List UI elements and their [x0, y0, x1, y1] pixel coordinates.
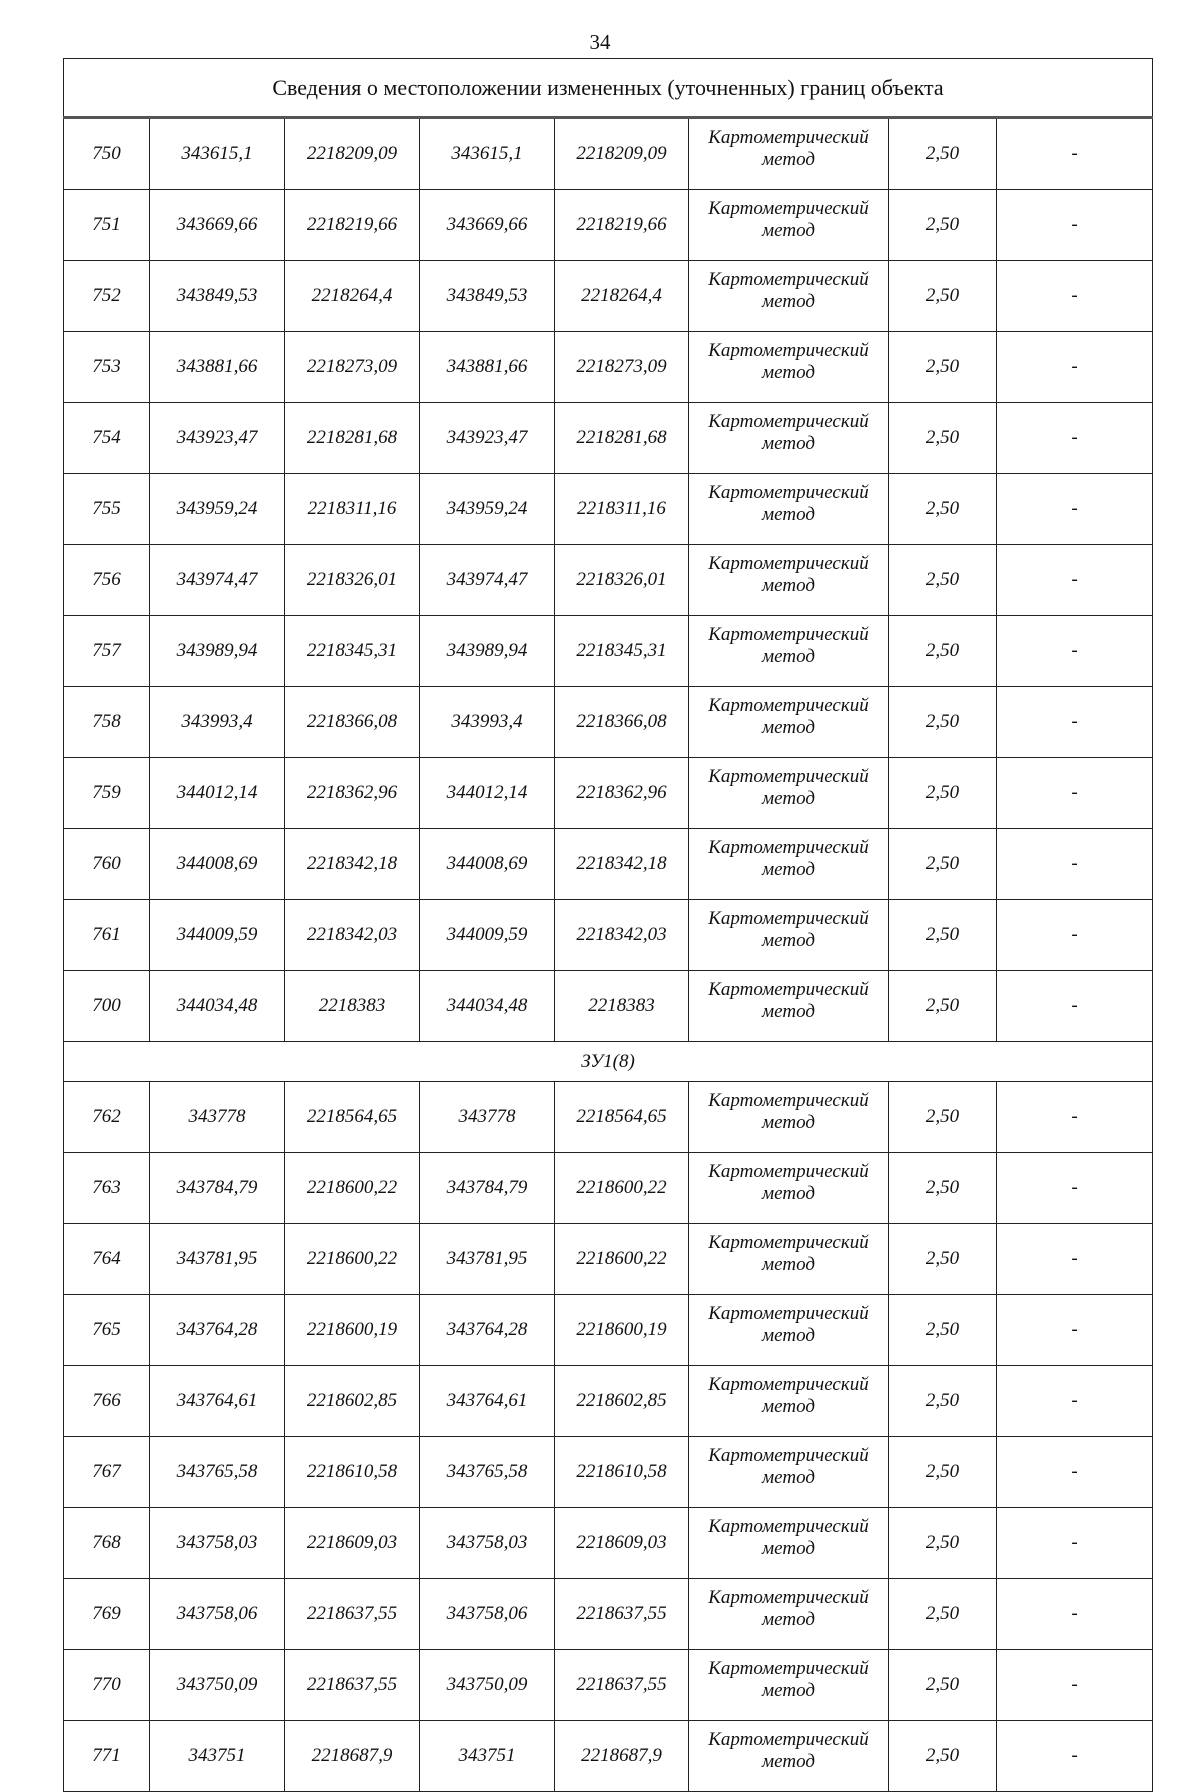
y-existing-cell: 2218609,03	[285, 1508, 420, 1579]
method-line-1: Картометрический	[708, 1303, 869, 1324]
method-line-2: метод	[762, 646, 815, 667]
x-existing-cell: 343959,24	[150, 474, 285, 545]
x-existing-cell: 343784,79	[150, 1153, 285, 1224]
table-row	[64, 1721, 1153, 1792]
method-line-2: метод	[762, 1396, 815, 1417]
table-row	[64, 616, 1153, 687]
x-existing-cell: 343669,66	[150, 190, 285, 261]
x-refined-cell: 343993,4	[420, 687, 555, 758]
point-number-cell: 700	[64, 971, 150, 1042]
x-existing-cell: 343764,28	[150, 1295, 285, 1366]
y-existing-cell: 2218326,01	[285, 545, 420, 616]
method-line-2: метод	[762, 1112, 815, 1133]
note-cell: -	[997, 1295, 1153, 1366]
x-refined-cell: 343750,09	[420, 1650, 555, 1721]
note-cell: -	[997, 545, 1153, 616]
y-refined-cell: 2218600,22	[555, 1224, 689, 1295]
method-line-1: Картометрический	[708, 695, 869, 716]
y-existing-cell: 2218342,18	[285, 829, 420, 900]
x-refined-cell: 343778	[420, 1082, 555, 1153]
table-row	[64, 1295, 1153, 1366]
x-existing-cell: 343881,66	[150, 332, 285, 403]
method-cell	[689, 758, 889, 829]
y-existing-cell: 2218366,08	[285, 687, 420, 758]
note-cell: -	[997, 1437, 1153, 1508]
accuracy-cell: 2,50	[889, 403, 997, 474]
method-cell	[689, 1082, 889, 1153]
table-row	[64, 261, 1153, 332]
x-refined-cell: 343849,53	[420, 261, 555, 332]
method-cell	[689, 1579, 889, 1650]
method-line-2: метод	[762, 1609, 815, 1630]
method-line-2: метод	[762, 930, 815, 951]
y-refined-cell: 2218273,09	[555, 332, 689, 403]
point-number-cell: 758	[64, 687, 150, 758]
method-line-2: метод	[762, 149, 815, 170]
accuracy-cell: 2,50	[889, 971, 997, 1042]
point-number-cell: 763	[64, 1153, 150, 1224]
method-line-1: Картометрический	[708, 482, 869, 503]
method-line-2: метод	[762, 1001, 815, 1022]
y-refined-cell: 2218600,22	[555, 1153, 689, 1224]
y-refined-cell: 2218219,66	[555, 190, 689, 261]
accuracy-cell: 2,50	[889, 1721, 997, 1792]
x-refined-cell: 343758,06	[420, 1579, 555, 1650]
method-line-2: метод	[762, 1183, 815, 1204]
y-existing-cell: 2218281,68	[285, 403, 420, 474]
method-line-2: метод	[762, 788, 815, 809]
table-row	[64, 403, 1153, 474]
method-line-2: метод	[762, 1325, 815, 1346]
method-cell	[689, 545, 889, 616]
note-cell: -	[997, 616, 1153, 687]
method-line-2: метод	[762, 362, 815, 383]
accuracy-cell: 2,50	[889, 261, 997, 332]
method-line-2: метод	[762, 1254, 815, 1275]
x-existing-cell: 343758,06	[150, 1579, 285, 1650]
y-existing-cell: 2218602,85	[285, 1366, 420, 1437]
y-existing-cell: 2218600,19	[285, 1295, 420, 1366]
point-number-cell: 755	[64, 474, 150, 545]
method-line-2: метод	[762, 1538, 815, 1559]
method-line-1: Картометрический	[708, 198, 869, 219]
method-line-1: Картометрический	[708, 1232, 869, 1253]
accuracy-cell: 2,50	[889, 545, 997, 616]
note-cell: -	[997, 1224, 1153, 1295]
y-existing-cell: 2218637,55	[285, 1650, 420, 1721]
method-line-2: метод	[762, 291, 815, 312]
point-number-cell: 762	[64, 1082, 150, 1153]
y-existing-cell: 2218345,31	[285, 616, 420, 687]
y-existing-cell: 2218264,4	[285, 261, 420, 332]
note-cell: -	[997, 1366, 1153, 1437]
point-number-cell: 756	[64, 545, 150, 616]
note-cell: -	[997, 1721, 1153, 1792]
note-cell: -	[997, 190, 1153, 261]
method-cell	[689, 900, 889, 971]
accuracy-cell: 2,50	[889, 687, 997, 758]
y-existing-cell: 2218362,96	[285, 758, 420, 829]
note-cell: -	[997, 900, 1153, 971]
method-line-2: метод	[762, 1680, 815, 1701]
note-cell: -	[997, 261, 1153, 332]
method-cell	[689, 1650, 889, 1721]
method-line-1: Картометрический	[708, 1161, 869, 1182]
y-refined-cell: 2218610,58	[555, 1437, 689, 1508]
x-refined-cell: 344008,69	[420, 829, 555, 900]
x-existing-cell: 343764,61	[150, 1366, 285, 1437]
point-number-cell: 753	[64, 332, 150, 403]
y-refined-cell: 2218362,96	[555, 758, 689, 829]
accuracy-cell: 2,50	[889, 1224, 997, 1295]
accuracy-cell: 2,50	[889, 1579, 997, 1650]
note-cell: -	[997, 474, 1153, 545]
method-line-1: Картометрический	[708, 269, 869, 290]
x-existing-cell: 343989,94	[150, 616, 285, 687]
y-refined-cell: 2218264,4	[555, 261, 689, 332]
point-number-cell: 760	[64, 829, 150, 900]
point-number-cell: 765	[64, 1295, 150, 1366]
x-existing-cell: 343765,58	[150, 1437, 285, 1508]
x-refined-cell: 343669,66	[420, 190, 555, 261]
table-row	[64, 190, 1153, 261]
method-cell	[689, 616, 889, 687]
y-refined-cell: 2218281,68	[555, 403, 689, 474]
accuracy-cell: 2,50	[889, 1437, 997, 1508]
table-row	[64, 1508, 1153, 1579]
accuracy-cell: 2,50	[889, 1650, 997, 1721]
x-existing-cell: 344012,14	[150, 758, 285, 829]
y-refined-cell: 2218600,19	[555, 1295, 689, 1366]
note-cell: -	[997, 758, 1153, 829]
method-line-1: Картометрический	[708, 1090, 869, 1111]
table-row	[64, 332, 1153, 403]
x-existing-cell: 343993,4	[150, 687, 285, 758]
note-cell: -	[997, 403, 1153, 474]
y-refined-cell: 2218687,9	[555, 1721, 689, 1792]
y-existing-cell: 2218273,09	[285, 332, 420, 403]
accuracy-cell: 2,50	[889, 1082, 997, 1153]
x-refined-cell: 343751	[420, 1721, 555, 1792]
method-cell	[689, 1721, 889, 1792]
accuracy-cell: 2,50	[889, 1153, 997, 1224]
x-existing-cell: 344009,59	[150, 900, 285, 971]
point-number-cell: 751	[64, 190, 150, 261]
y-refined-cell: 2218564,65	[555, 1082, 689, 1153]
x-refined-cell: 344009,59	[420, 900, 555, 971]
note-cell: -	[997, 1508, 1153, 1579]
point-number-cell: 771	[64, 1721, 150, 1792]
page-number: 34	[589, 30, 611, 54]
y-refined-cell: 2218602,85	[555, 1366, 689, 1437]
note-cell: -	[997, 1082, 1153, 1153]
method-line-1: Картометрический	[708, 1587, 869, 1608]
accuracy-cell: 2,50	[889, 190, 997, 261]
y-refined-cell: 2218366,08	[555, 687, 689, 758]
method-line-1: Картометрический	[708, 411, 869, 432]
x-refined-cell: 343989,94	[420, 616, 555, 687]
x-existing-cell: 343849,53	[150, 261, 285, 332]
method-line-1: Картометрический	[708, 624, 869, 645]
table-body	[64, 59, 1153, 1792]
x-refined-cell: 343764,28	[420, 1295, 555, 1366]
x-refined-cell: 343781,95	[420, 1224, 555, 1295]
method-line-2: метод	[762, 717, 815, 738]
method-cell	[689, 118, 889, 190]
table-row	[64, 829, 1153, 900]
y-refined-cell: 2218383	[555, 971, 689, 1042]
table-row	[64, 1153, 1153, 1224]
accuracy-cell: 2,50	[889, 1508, 997, 1579]
accuracy-cell: 2,50	[889, 474, 997, 545]
point-number-cell: 764	[64, 1224, 150, 1295]
note-cell: -	[997, 1650, 1153, 1721]
point-number-cell: 766	[64, 1366, 150, 1437]
table-row	[64, 474, 1153, 545]
x-refined-cell: 343959,24	[420, 474, 555, 545]
method-line-1: Картометрический	[708, 837, 869, 858]
x-existing-cell: 343923,47	[150, 403, 285, 474]
y-existing-cell: 2218219,66	[285, 190, 420, 261]
method-cell	[689, 403, 889, 474]
x-refined-cell: 343764,61	[420, 1366, 555, 1437]
y-refined-cell: 2218345,31	[555, 616, 689, 687]
method-line-2: метод	[762, 433, 815, 454]
note-cell: -	[997, 1579, 1153, 1650]
method-line-2: метод	[762, 504, 815, 525]
accuracy-cell: 2,50	[889, 758, 997, 829]
accuracy-cell: 2,50	[889, 829, 997, 900]
x-refined-cell: 344034,48	[420, 971, 555, 1042]
method-line-2: метод	[762, 1751, 815, 1772]
x-existing-cell: 343781,95	[150, 1224, 285, 1295]
x-existing-cell: 343615,1	[150, 118, 285, 190]
method-line-1: Картометрический	[708, 908, 869, 929]
method-line-1: Картометрический	[708, 766, 869, 787]
y-existing-cell: 2218342,03	[285, 900, 420, 971]
x-refined-cell: 343784,79	[420, 1153, 555, 1224]
method-line-2: метод	[762, 220, 815, 241]
accuracy-cell: 2,50	[889, 616, 997, 687]
method-cell	[689, 1295, 889, 1366]
table-row	[64, 687, 1153, 758]
x-existing-cell: 344008,69	[150, 829, 285, 900]
accuracy-cell: 2,50	[889, 332, 997, 403]
method-line-1: Картометрический	[708, 1658, 869, 1679]
note-cell: -	[997, 118, 1153, 190]
table-row	[64, 1650, 1153, 1721]
table-row	[64, 1224, 1153, 1295]
note-cell: -	[997, 1153, 1153, 1224]
method-cell	[689, 829, 889, 900]
table-row	[64, 900, 1153, 971]
y-refined-cell: 2218326,01	[555, 545, 689, 616]
y-existing-cell: 2218600,22	[285, 1153, 420, 1224]
method-line-2: метод	[762, 1467, 815, 1488]
accuracy-cell: 2,50	[889, 118, 997, 190]
point-number-cell: 754	[64, 403, 150, 474]
method-cell	[689, 190, 889, 261]
point-number-cell: 761	[64, 900, 150, 971]
table-row	[64, 118, 1153, 190]
method-cell	[689, 474, 889, 545]
method-cell	[689, 1508, 889, 1579]
y-existing-cell: 2218610,58	[285, 1437, 420, 1508]
y-existing-cell: 2218564,65	[285, 1082, 420, 1153]
y-existing-cell: 2218209,09	[285, 118, 420, 190]
x-existing-cell: 343778	[150, 1082, 285, 1153]
accuracy-cell: 2,50	[889, 1295, 997, 1366]
point-number-cell: 752	[64, 261, 150, 332]
point-number-cell: 770	[64, 1650, 150, 1721]
x-refined-cell: 344012,14	[420, 758, 555, 829]
y-refined-cell: 2218637,55	[555, 1650, 689, 1721]
method-line-1: Картометрический	[708, 1729, 869, 1750]
x-existing-cell: 343758,03	[150, 1508, 285, 1579]
method-line-1: Картометрический	[708, 553, 869, 574]
method-cell	[689, 971, 889, 1042]
y-existing-cell: 2218600,22	[285, 1224, 420, 1295]
note-cell: -	[997, 829, 1153, 900]
table-title: Сведения о местоположении измененных (уточненных) границ объекта	[64, 59, 1153, 118]
method-cell	[689, 1153, 889, 1224]
x-refined-cell: 343765,58	[420, 1437, 555, 1508]
x-refined-cell: 343881,66	[420, 332, 555, 403]
y-existing-cell: 2218383	[285, 971, 420, 1042]
point-number-cell: 768	[64, 1508, 150, 1579]
y-refined-cell: 2218209,09	[555, 118, 689, 190]
method-cell	[689, 1437, 889, 1508]
y-refined-cell: 2218311,16	[555, 474, 689, 545]
method-cell	[689, 1366, 889, 1437]
x-existing-cell: 343974,47	[150, 545, 285, 616]
point-number-cell: 769	[64, 1579, 150, 1650]
method-line-1: Картометрический	[708, 340, 869, 361]
method-cell	[689, 1224, 889, 1295]
point-number-cell: 757	[64, 616, 150, 687]
method-line-1: Картометрический	[708, 1516, 869, 1537]
method-line-2: метод	[762, 575, 815, 596]
x-refined-cell: 343758,03	[420, 1508, 555, 1579]
y-refined-cell: 2218342,03	[555, 900, 689, 971]
table-row	[64, 758, 1153, 829]
accuracy-cell: 2,50	[889, 1366, 997, 1437]
y-existing-cell: 2218637,55	[285, 1579, 420, 1650]
method-line-1: Картометрический	[708, 127, 869, 148]
point-number-cell: 759	[64, 758, 150, 829]
accuracy-cell: 2,50	[889, 900, 997, 971]
y-refined-cell: 2218609,03	[555, 1508, 689, 1579]
x-existing-cell: 344034,48	[150, 971, 285, 1042]
x-existing-cell: 343750,09	[150, 1650, 285, 1721]
y-existing-cell: 2218311,16	[285, 474, 420, 545]
table-row	[64, 1082, 1153, 1153]
x-existing-cell: 343751	[150, 1721, 285, 1792]
x-refined-cell: 343974,47	[420, 545, 555, 616]
y-refined-cell: 2218637,55	[555, 1579, 689, 1650]
method-cell	[689, 332, 889, 403]
x-refined-cell: 343615,1	[420, 118, 555, 190]
table-row	[64, 1437, 1153, 1508]
method-cell	[689, 687, 889, 758]
method-line-1: Картометрический	[708, 979, 869, 1000]
method-cell	[689, 261, 889, 332]
method-line-1: Картометрический	[708, 1445, 869, 1466]
table-row	[64, 971, 1153, 1042]
note-cell: -	[997, 687, 1153, 758]
point-number-cell: 750	[64, 118, 150, 190]
section-label: ЗУ1(8)	[64, 1042, 1153, 1082]
note-cell: -	[997, 332, 1153, 403]
table-row	[64, 545, 1153, 616]
table-row	[64, 1366, 1153, 1437]
point-number-cell: 767	[64, 1437, 150, 1508]
note-cell: -	[997, 971, 1153, 1042]
boundary-coordinates-table	[63, 58, 1153, 1792]
table-title-row	[64, 59, 1153, 118]
y-refined-cell: 2218342,18	[555, 829, 689, 900]
y-existing-cell: 2218687,9	[285, 1721, 420, 1792]
x-refined-cell: 343923,47	[420, 403, 555, 474]
method-line-1: Картометрический	[708, 1374, 869, 1395]
table-row	[64, 1579, 1153, 1650]
method-line-2: метод	[762, 859, 815, 880]
section-header-row	[64, 1042, 1153, 1082]
